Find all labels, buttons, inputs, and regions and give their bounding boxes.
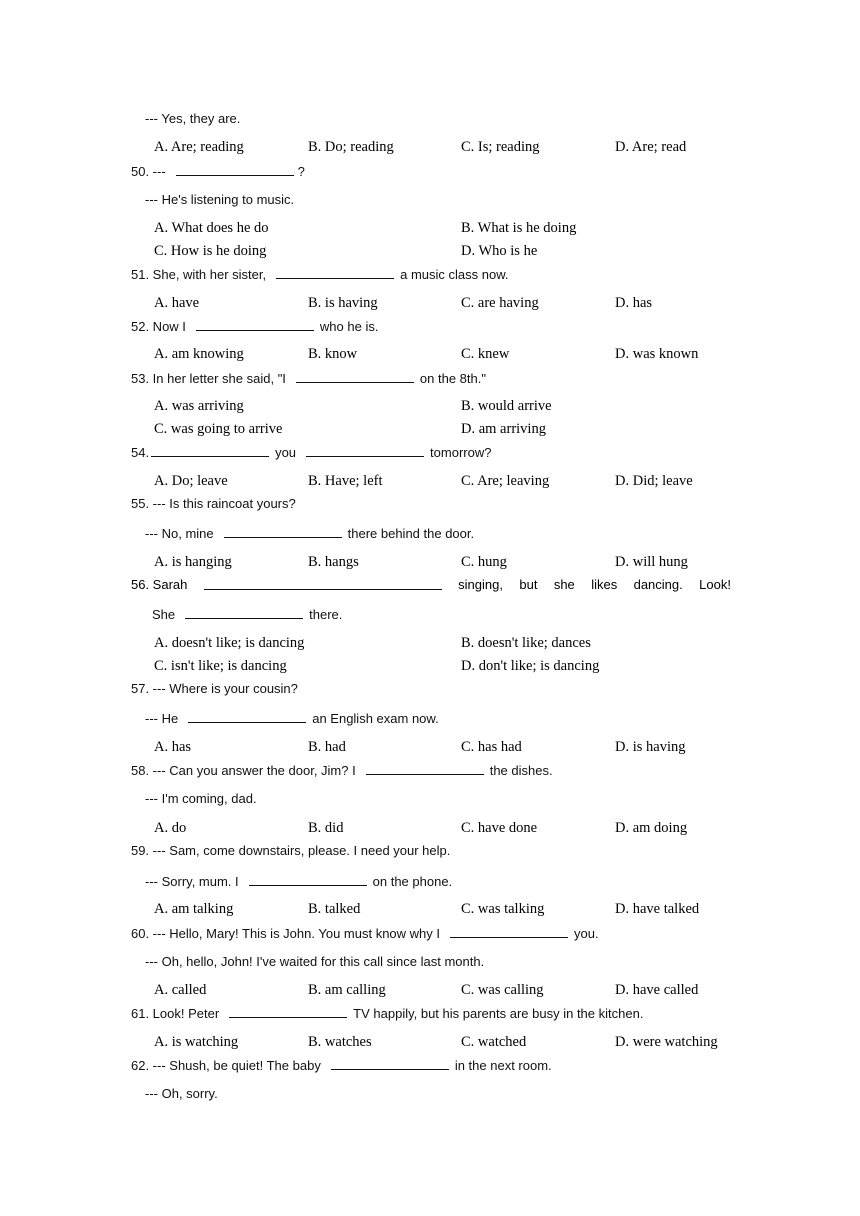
q59-blank[interactable] <box>249 873 367 886</box>
q50-options-row2 <box>0 243 860 263</box>
q62-stem-end: in the next room. <box>454 1058 552 1073</box>
q59-response-end: on the phone. <box>372 874 453 889</box>
q55-option-a[interactable]: A. is hanging <box>154 554 232 570</box>
q62-response <box>145 1086 218 1101</box>
q56-option-d[interactable]: D. don't like; is dancing <box>461 658 600 674</box>
q59-response-start: --- Sorry, mum. I <box>145 874 239 889</box>
q50-options-row1 <box>0 220 860 240</box>
q61-blank[interactable] <box>229 1005 347 1018</box>
q49-option-d[interactable]: D. Are; read <box>615 139 687 155</box>
q56-word: 56. Sarah <box>131 577 188 592</box>
q55-option-d[interactable]: D. will hung <box>615 554 688 570</box>
q49-response-text: --- Yes, they are. <box>145 111 241 126</box>
q52-stem-end: who he is. <box>319 319 379 334</box>
q51-stem-start: 51. She, with her sister, <box>131 267 267 282</box>
q51-blank[interactable] <box>276 266 394 279</box>
q57-response-start: --- He <box>145 711 179 726</box>
q49-option-a[interactable]: A. Are; reading <box>154 139 244 155</box>
q60-option-a[interactable]: A. called <box>154 982 207 998</box>
q54-stem-middle: you <box>275 445 297 460</box>
q50-option-d[interactable]: D. Who is he <box>461 243 538 259</box>
q54-option-b[interactable]: B. Have; left <box>308 473 383 489</box>
q55-stem <box>131 496 296 511</box>
q53-option-d[interactable]: D. am arriving <box>461 421 546 437</box>
q59-response <box>145 873 452 889</box>
q54-option-a[interactable]: A. Do; leave <box>154 473 228 489</box>
q51-option-b[interactable]: B. is having <box>308 295 378 311</box>
q58-option-a[interactable]: A. do <box>154 820 187 836</box>
q54-stem-start: 54. <box>131 445 150 460</box>
q62-stem <box>131 1057 552 1073</box>
q50-response <box>145 192 294 207</box>
q49-option-c[interactable]: C. Is; reading <box>461 139 540 155</box>
q58-blank[interactable] <box>366 762 484 775</box>
q50-stem-end: ? <box>297 164 305 179</box>
q56-word: she <box>553 577 575 592</box>
q56-word: singing, <box>458 577 503 592</box>
q51-option-d[interactable]: D. has <box>615 295 653 311</box>
q58-stem-end: the dishes. <box>489 763 553 778</box>
q55-stem-text: 55. --- Is this raincoat yours? <box>131 496 296 511</box>
q50-response-text: --- He's listening to music. <box>145 192 295 207</box>
q53-option-b[interactable]: B. would arrive <box>461 398 552 414</box>
q56-continuation <box>152 606 342 622</box>
q54-stem <box>131 444 491 460</box>
q57-option-d[interactable]: D. is having <box>615 739 686 755</box>
q52-option-d[interactable]: D. was known <box>615 346 699 362</box>
q55-response <box>145 525 474 541</box>
q56-word: likes <box>591 577 618 592</box>
q56-word: Look! <box>699 577 731 592</box>
q61-stem-end: TV happily, but his parents are busy in the kitchen. <box>353 1006 644 1021</box>
q61-stem <box>131 1005 643 1021</box>
q56-continuation-start: She <box>152 607 176 622</box>
q60-option-b[interactable]: B. am calling <box>308 982 386 998</box>
q59-stem <box>131 843 450 858</box>
q55-blank[interactable] <box>224 525 342 538</box>
q62-response-text: --- Oh, sorry. <box>145 1086 218 1101</box>
q53-options-row1 <box>0 398 860 418</box>
q50-option-b[interactable]: B. What is he doing <box>461 220 577 236</box>
q58-option-d[interactable]: D. am doing <box>615 820 688 836</box>
q56-options-row2 <box>0 658 860 678</box>
q61-stem-start: 61. Look! Peter <box>131 1006 220 1021</box>
q50-stem-start: 50. --- <box>131 164 166 179</box>
q61-option-c[interactable]: C. watched <box>461 1034 527 1050</box>
q60-options <box>0 982 860 1002</box>
q57-options <box>0 739 860 759</box>
q56-stem <box>131 577 731 592</box>
q56-blank-1[interactable] <box>204 577 442 590</box>
q62-stem-start: 62. --- Shush, be quiet! The baby <box>131 1058 321 1073</box>
q59-option-b[interactable]: B. talked <box>308 901 361 917</box>
q52-option-a[interactable]: A. am knowing <box>154 346 244 362</box>
q58-response <box>145 791 257 806</box>
q58-option-c[interactable]: C. have done <box>461 820 538 836</box>
q56-blank-2[interactable] <box>185 606 303 619</box>
q55-option-c[interactable]: C. hung <box>461 554 507 570</box>
q50-option-c[interactable]: C. How is he doing <box>154 243 267 259</box>
q51-option-a[interactable]: A. have <box>154 295 200 311</box>
q51-options <box>0 295 860 315</box>
q58-stem-start: 58. --- Can you answer the door, Jim? I <box>131 763 356 778</box>
q57-response-end: an English exam now. <box>312 711 439 726</box>
q53-options-row2 <box>0 421 860 441</box>
q58-option-b[interactable]: B. did <box>308 820 344 836</box>
q52-option-b[interactable]: B. know <box>308 346 358 362</box>
q52-option-c[interactable]: C. knew <box>461 346 510 362</box>
q53-stem-start: 53. In her letter she said, "I <box>131 371 286 386</box>
q54-option-c[interactable]: C. Are; leaving <box>461 473 550 489</box>
q59-option-d[interactable]: D. have talked <box>615 901 700 917</box>
q57-stem <box>131 681 298 696</box>
q51-stem-end: a music class now. <box>400 267 509 282</box>
q58-options <box>0 820 860 840</box>
q60-stem <box>131 925 599 941</box>
q55-option-b[interactable]: B. hangs <box>308 554 359 570</box>
q57-stem-text: 57. --- Where is your cousin? <box>131 681 298 696</box>
q54-blank-2[interactable] <box>306 444 424 457</box>
q58-response-text: --- I'm coming, dad. <box>145 791 257 806</box>
q54-blank-1[interactable] <box>151 444 269 457</box>
q58-stem <box>131 762 553 778</box>
q53-option-c[interactable]: C. was going to arrive <box>154 421 283 437</box>
q52-options <box>0 346 860 366</box>
q49-option-b[interactable]: B. Do; reading <box>308 139 394 155</box>
q52-stem-start: 52. Now I <box>131 319 186 334</box>
q55-options <box>0 554 860 574</box>
q56-continuation-end: there. <box>309 607 343 622</box>
q60-stem-end: you. <box>574 926 599 941</box>
q61-option-b[interactable]: B. watches <box>308 1034 372 1050</box>
q57-option-c[interactable]: C. has had <box>461 739 522 755</box>
q60-response <box>145 954 484 969</box>
q59-option-c[interactable]: C. was talking <box>461 901 545 917</box>
q61-options <box>0 1034 860 1054</box>
q62-blank[interactable] <box>331 1057 449 1070</box>
q56-word: dancing. <box>633 577 683 592</box>
q52-stem <box>131 318 378 334</box>
q57-option-b[interactable]: B. had <box>308 739 346 755</box>
q59-stem-text: 59. --- Sam, come downstairs, please. I need your help. <box>131 843 451 858</box>
q55-response-end: there behind the door. <box>347 526 475 541</box>
q61-option-a[interactable]: A. is watching <box>154 1034 239 1050</box>
q54-option-d[interactable]: D. Did; leave <box>615 473 693 489</box>
q59-option-a[interactable]: A. am talking <box>154 901 234 917</box>
q57-response <box>145 710 439 726</box>
q60-option-d[interactable]: D. have called <box>615 982 699 998</box>
q56-options-row1 <box>0 635 860 655</box>
q56-option-b[interactable]: B. doesn't like; dances <box>461 635 591 651</box>
q56-option-a[interactable]: A. doesn't like; is dancing <box>154 635 305 651</box>
q61-option-d[interactable]: D. were watching <box>615 1034 718 1050</box>
q57-blank[interactable] <box>188 710 306 723</box>
q53-blank[interactable] <box>296 370 414 383</box>
q60-blank[interactable] <box>450 925 568 938</box>
q53-stem-end: on the 8th." <box>419 371 486 386</box>
q54-options <box>0 473 860 493</box>
q56-option-c[interactable]: C. isn't like; is dancing <box>154 658 287 674</box>
q51-option-c[interactable]: C. are having <box>461 295 539 311</box>
q52-blank[interactable] <box>196 318 314 331</box>
q49-response <box>145 111 240 126</box>
q57-option-a[interactable]: A. has <box>154 739 192 755</box>
q60-stem-start: 60. --- Hello, Mary! This is John. You must know why I <box>131 926 440 941</box>
q49-options <box>0 139 860 159</box>
q60-response-text: --- Oh, hello, John! I've waited for this call since last month. <box>145 954 485 969</box>
q56-word: but <box>519 577 538 592</box>
q60-option-c[interactable]: C. was calling <box>461 982 544 998</box>
q53-stem <box>131 370 486 386</box>
q53-option-a[interactable]: A. was arriving <box>154 398 244 414</box>
q50-stem <box>131 163 305 179</box>
q59-options <box>0 901 860 921</box>
q54-stem-end: tomorrow? <box>430 445 492 460</box>
q50-option-a[interactable]: A. What does he do <box>154 220 269 236</box>
q51-stem <box>131 266 509 282</box>
q50-blank[interactable] <box>176 163 294 176</box>
q55-response-start: --- No, mine <box>145 526 214 541</box>
